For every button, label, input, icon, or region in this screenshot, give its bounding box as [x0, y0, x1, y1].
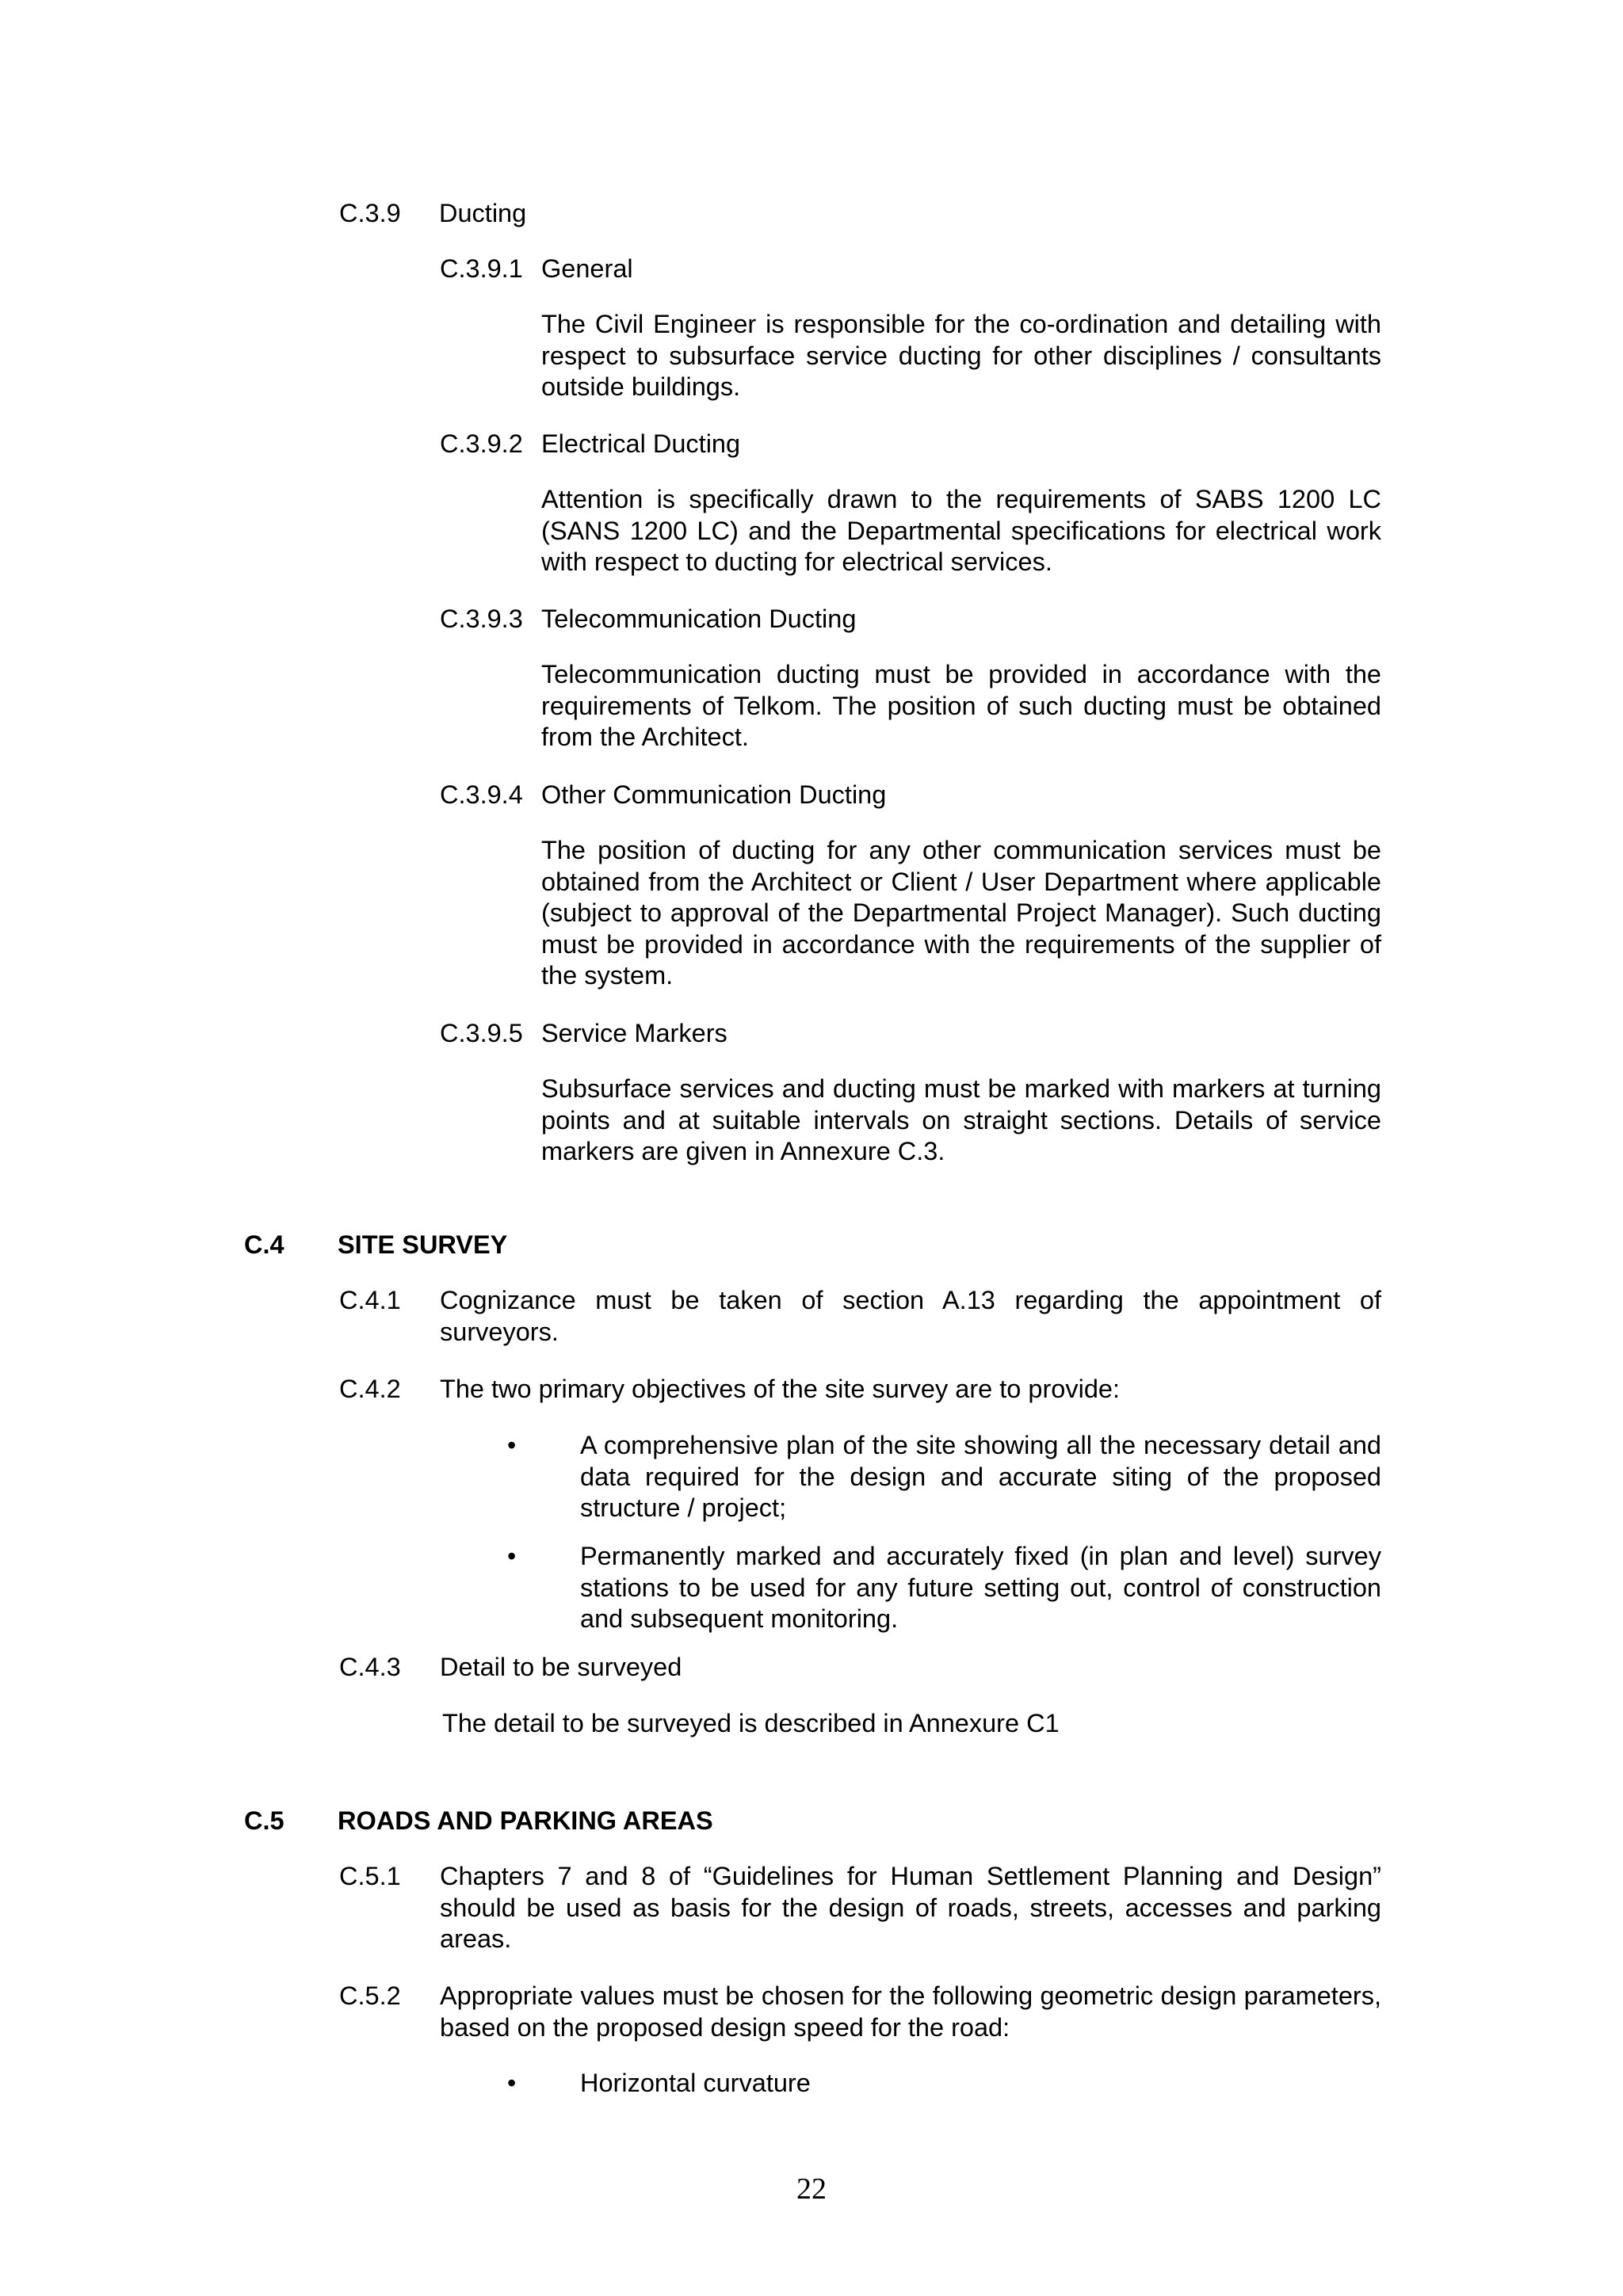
clause-number: C.5.1	[339, 1862, 401, 1890]
section-title: Other Communication Ducting	[541, 780, 887, 809]
clause-number: C.4.1	[339, 1286, 401, 1314]
section-title: Electrical Ducting	[541, 429, 741, 458]
section-title: ROADS AND PARKING AREAS	[338, 1806, 713, 1835]
section-c391-paragraph: The Civil Engineer is responsible for the co-ordination and detailing with respect to subsurface service ducting for other disciplines / consultants outside buildings.	[541, 310, 1381, 401]
section-number: C.3.9.4	[440, 780, 523, 809]
section-number: C.3.9.3	[440, 605, 523, 633]
bullet-text: Permanently marked and accurately fixed (in plan and level) survey stations to be used for any future setting out, control of construction and subsequent monitoring.	[580, 1542, 1381, 1633]
section-c395-paragraph: Subsurface services and ducting must be marked with markers at turning points and at suitable intervals on straight sections. Details of service markers are given in Annexure C.3.	[541, 1074, 1381, 1165]
section-c394-paragraph: The position of ducting for any other communication services must be obtained from the Architect or Client / User Department where applicable (subject to approval of the Departmental Project Manager). Such ducting must be provided in accordance with the requirements of the supplier of the system.	[541, 836, 1381, 990]
section-title: Telecommunication Ducting	[541, 605, 857, 633]
bullet-text: A comprehensive plan of the site showing all the necessary detail and data required for the design and accurate siting of the proposed structure / project;	[580, 1431, 1381, 1522]
clause-c43-paragraph: The detail to be surveyed is described in Annexure C1	[442, 1709, 1060, 1737]
clause-number: C.4.2	[339, 1375, 401, 1403]
bullet-icon: •	[507, 1431, 517, 1459]
bullet-icon: •	[507, 2069, 517, 2097]
clause-text: Cognizance must be taken of section A.13 regarding the appointment of surveyors.	[440, 1286, 1381, 1346]
clause-text: The two primary objectives of the site survey are to provide:	[440, 1375, 1121, 1403]
clause-text: Detail to be surveyed	[440, 1653, 682, 1681]
clause-number: C.4.3	[339, 1653, 401, 1681]
section-title: Service Markers	[541, 1019, 727, 1047]
page-number: 22	[796, 2172, 827, 2206]
clause-text: Appropriate values must be chosen for the following geometric design parameters, based on the proposed design speed for the road:	[440, 1981, 1381, 2042]
section-number: C.3.9.1	[440, 254, 523, 283]
section-title: Ducting	[439, 199, 527, 227]
section-number: C.4	[244, 1230, 285, 1259]
section-c392-paragraph: Attention is specifically drawn to the requirements of SABS 1200 LC (SANS 1200 LC) and the Departmental specifications for electrical work with respect to ducting for electrical services.	[541, 485, 1381, 576]
bullet-text: Horizontal curvature	[580, 2069, 811, 2097]
bullet-icon: •	[507, 1542, 517, 1570]
section-title: SITE SURVEY	[338, 1230, 508, 1259]
clause-text: Chapters 7 and 8 of “Guidelines for Human Settlement Planning and Design” should be used as basis for the design of roads, streets, accesses and parking areas.	[440, 1862, 1381, 1953]
section-c393-paragraph: Telecommunication ducting must be provided in accordance with the requirements of Telkom. The position of such ducting must be obtained from the Architect.	[541, 660, 1381, 751]
section-number: C.3.9	[339, 199, 401, 227]
section-number: C.3.9.5	[440, 1019, 523, 1047]
section-title: General	[541, 254, 633, 283]
clause-number: C.5.2	[339, 1981, 401, 2010]
section-number: C.5	[244, 1806, 285, 1835]
section-number: C.3.9.2	[440, 429, 523, 458]
